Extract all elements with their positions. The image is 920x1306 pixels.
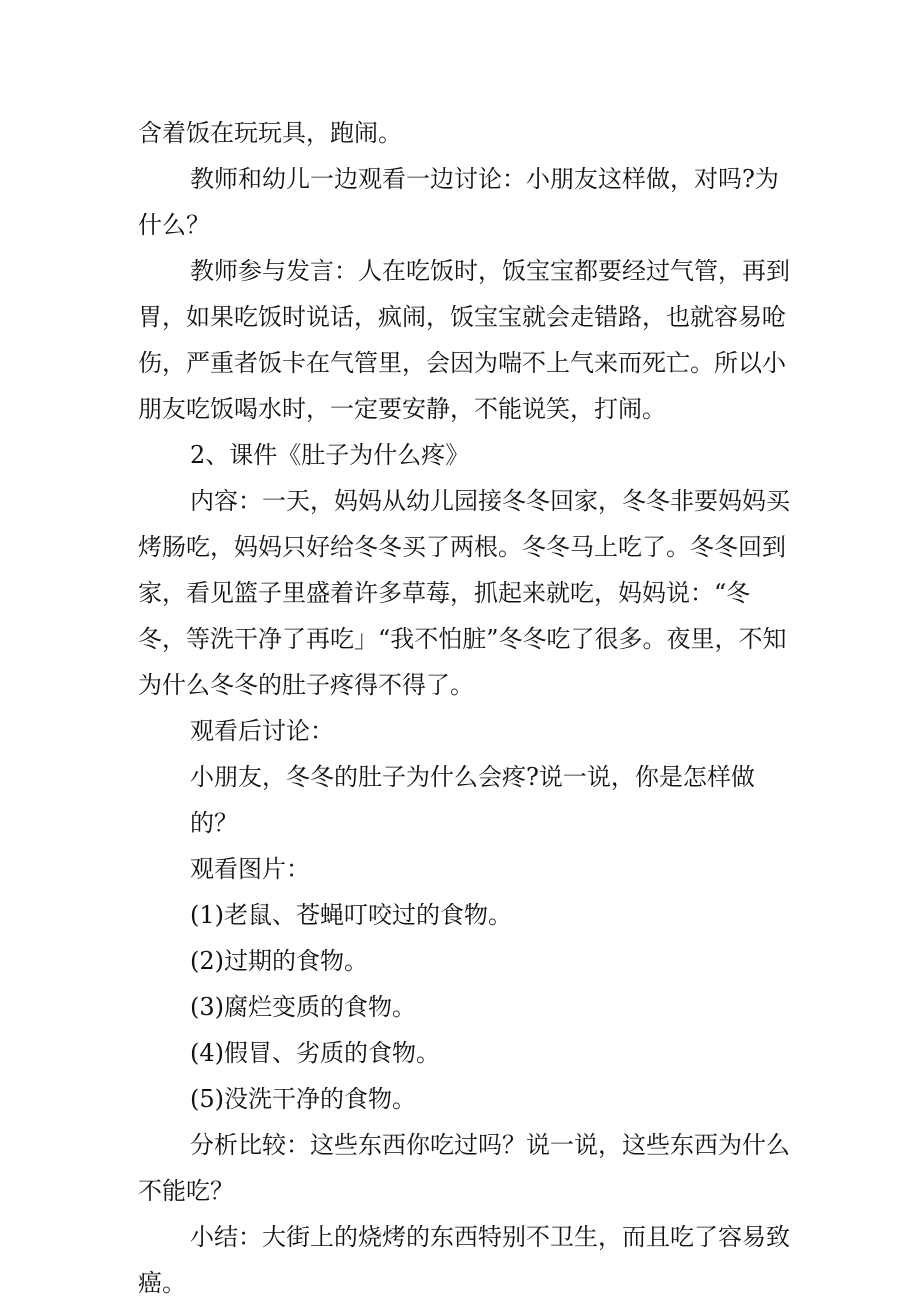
- list-item-food-5: (5)没洗干净的食物。: [190, 1085, 416, 1113]
- paragraph-discussion-question: 教师和幼儿一边观看一边讨论：小朋友这样做，对吗?为什么？: [138, 165, 779, 239]
- paragraph-question-kids: 小朋友，冬冬的肚子为什么会疼?说一说，你是怎样做的？: [190, 763, 755, 837]
- paragraph-after-watching: 观看后讨论：: [190, 717, 334, 745]
- paragraph-teacher-speech: 教师参与发言：人在吃饭时，饭宝宝都要经过气管，再到胃，如果吃饭时说话，疯闹，饭宝宝就会走错路，也就容易呛伤，严重者饭卡在气管里，会因为喘不上气来而死亡。所以小朋友吃饭喝水时，一定要安静，不能说笑，打闹。: [138, 257, 790, 423]
- document-body: [138, 110, 798, 1306]
- section-heading-courseware: 2、课件《肚子为什么疼》: [190, 441, 470, 469]
- paragraph-story-content: 内容：一天，妈妈从幼儿园接冬冬回家，冬冬非要妈妈买烤肠吃，妈妈只好给冬冬买了两根。冬冬马上吃了。冬冬回到家，看见篮子里盛着许多草莓，抓起来就吃，妈妈说：“冬冬，等洗干净了再吃」“我不怕脏”冬冬吃了很多。夜里，不知为什么冬冬的肚子疼得不得了。: [138, 487, 790, 699]
- paragraph-analysis: 分析比较：这些东西你吃过吗？说一说，这些东西为什么不能吃？: [138, 1131, 790, 1205]
- list-item-food-1: (1)老鼠、苍蝇叮咬过的食物。: [190, 901, 512, 929]
- list-item-food-2: (2)过期的食物。: [190, 947, 368, 975]
- paragraph-view-pictures: 观看图片：: [190, 855, 310, 883]
- list-item-food-4: (4)假冒、劣质的食物。: [190, 1039, 440, 1067]
- paragraph-continuation: 含着饭在玩玩具，跑闹。: [138, 119, 402, 147]
- paragraph-summary: 小结：大街上的烧烤的东西特别不卫生，而且吃了容易致癌。: [138, 1223, 790, 1297]
- list-item-food-3: (3)腐烂变质的食物。: [190, 993, 416, 1021]
